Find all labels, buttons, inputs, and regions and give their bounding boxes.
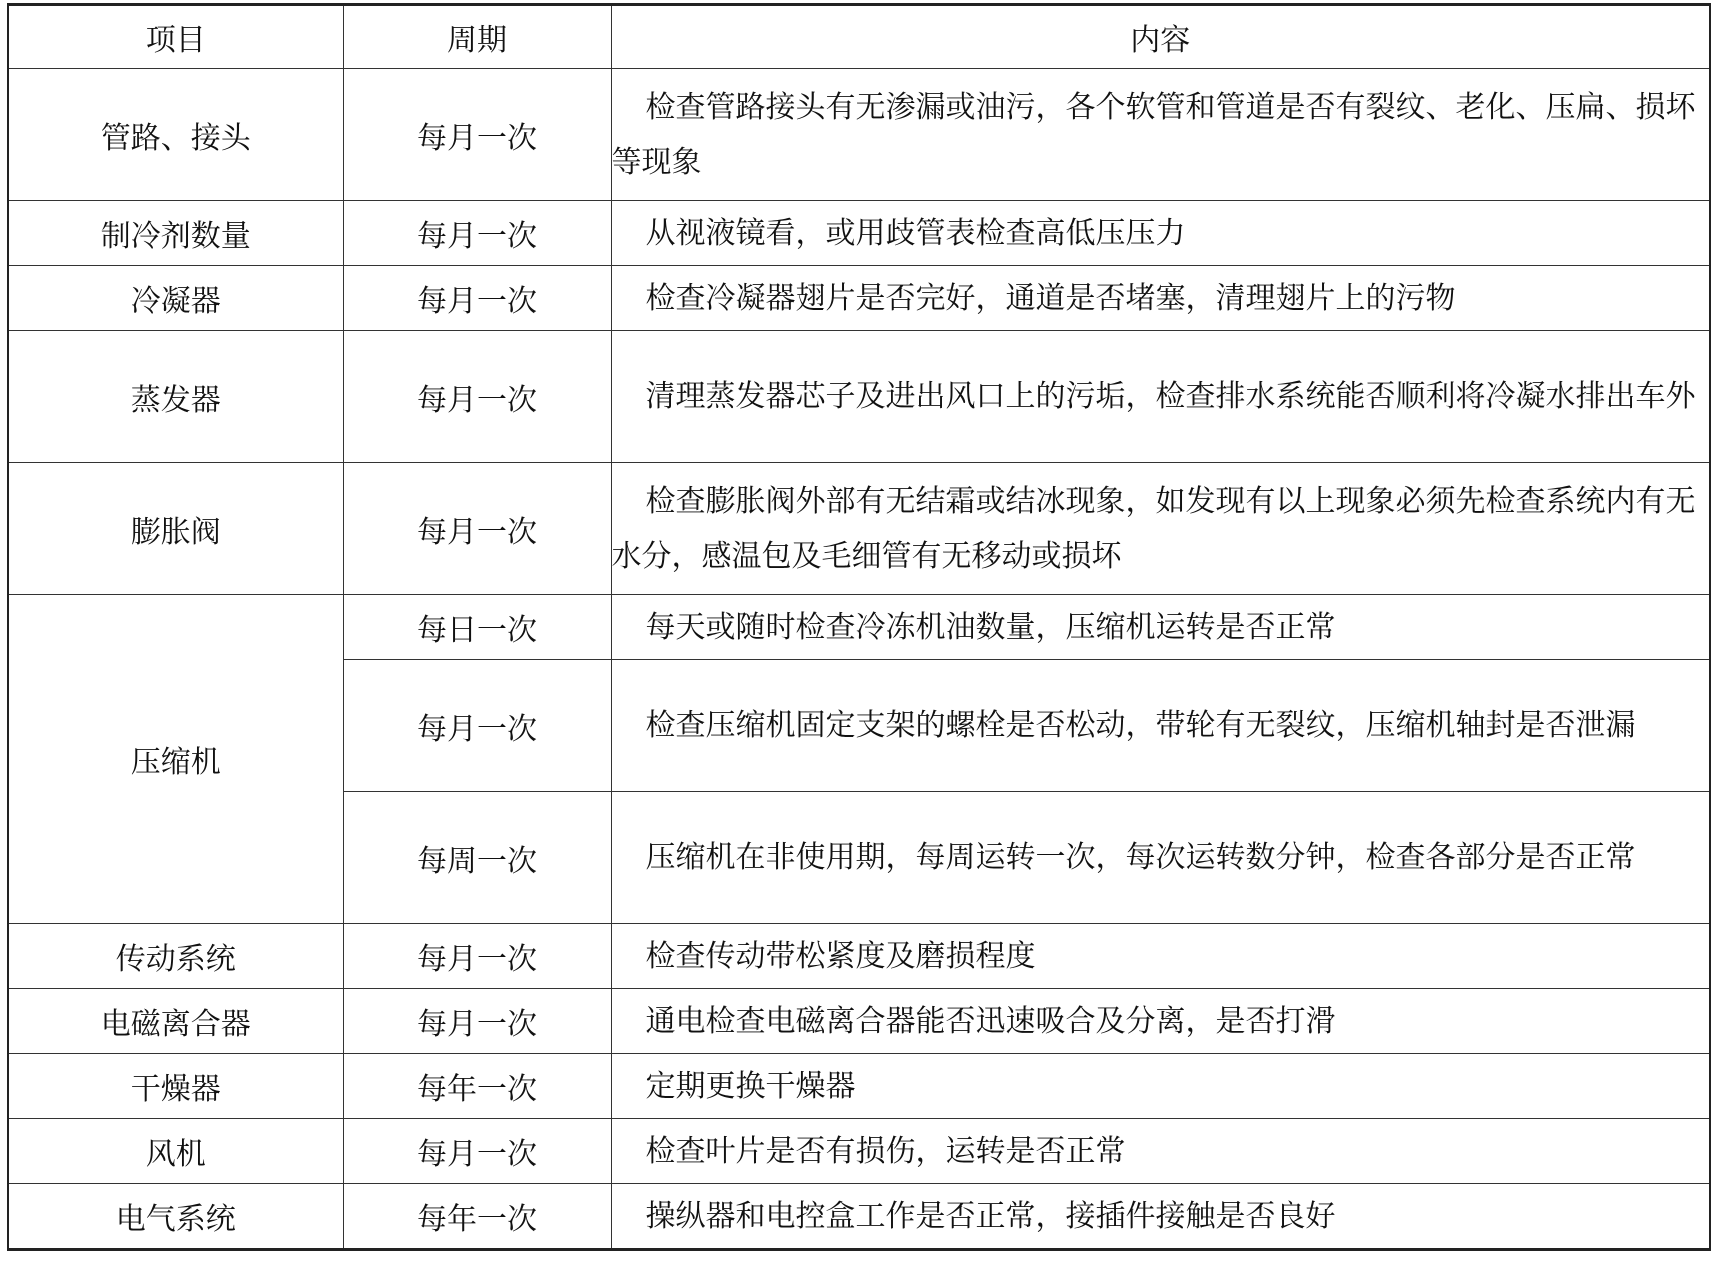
period-cell: 每日一次 [343, 595, 611, 660]
period-cell: 每年一次 [343, 1184, 611, 1250]
header-item: 项目 [8, 5, 343, 69]
content-cell: 压缩机在非使用期，每周运转一次，每次运转数分钟，检查各部分是否正常 [611, 792, 1710, 924]
content-cell: 每天或随时检查冷冻机油数量，压缩机运转是否正常 [611, 595, 1710, 660]
content-cell: 检查膨胀阀外部有无结霜或结冰现象，如发现有以上现象必须先检查系统内有无水分，感温包及毛细管有无移动或损坏 [611, 463, 1710, 595]
content-cell: 检查冷凝器翅片是否完好，通道是否堵塞，清理翅片上的污物 [611, 266, 1710, 331]
item-cell: 管路、接头 [8, 69, 343, 201]
maintenance-table [7, 3, 1711, 1251]
item-cell: 蒸发器 [8, 331, 343, 463]
period-cell: 每月一次 [343, 331, 611, 463]
period-cell: 每周一次 [343, 792, 611, 924]
period-cell: 每月一次 [343, 924, 611, 989]
item-cell: 风机 [8, 1119, 343, 1184]
table-row [8, 331, 1710, 463]
header-period: 周期 [343, 5, 611, 69]
item-cell: 冷凝器 [8, 266, 343, 331]
period-cell: 每月一次 [343, 201, 611, 266]
table-row [8, 1184, 1710, 1250]
content-cell: 定期更换干燥器 [611, 1054, 1710, 1119]
content-cell: 清理蒸发器芯子及进出风口上的污垢，检查排水系统能否顺利将冷凝水排出车外 [611, 331, 1710, 463]
content-cell: 检查管路接头有无渗漏或油污，各个软管和管道是否有裂纹、老化、压扁、损坏等现象 [611, 69, 1710, 201]
content-cell: 检查压缩机固定支架的螺栓是否松动，带轮有无裂纹，压缩机轴封是否泄漏 [611, 660, 1710, 792]
table-row [8, 69, 1710, 201]
period-cell: 每月一次 [343, 660, 611, 792]
table-row [8, 595, 1710, 660]
content-cell: 通电检查电磁离合器能否迅速吸合及分离，是否打滑 [611, 989, 1710, 1054]
table-row [8, 989, 1710, 1054]
content-cell: 从视液镜看，或用歧管表检查高低压压力 [611, 201, 1710, 266]
content-cell: 检查传动带松紧度及磨损程度 [611, 924, 1710, 989]
table-row [8, 924, 1710, 989]
table-row [8, 266, 1710, 331]
item-cell: 干燥器 [8, 1054, 343, 1119]
table-row [8, 463, 1710, 595]
period-cell: 每月一次 [343, 266, 611, 331]
period-cell: 每月一次 [343, 1119, 611, 1184]
header-row [8, 5, 1710, 69]
item-cell: 传动系统 [8, 924, 343, 989]
content-cell: 检查叶片是否有损伤，运转是否正常 [611, 1119, 1710, 1184]
item-cell: 电磁离合器 [8, 989, 343, 1054]
header-content: 内容 [611, 5, 1710, 69]
period-cell: 每月一次 [343, 989, 611, 1054]
item-cell: 膨胀阀 [8, 463, 343, 595]
content-cell: 操纵器和电控盒工作是否正常，接插件接触是否良好 [611, 1184, 1710, 1250]
item-cell: 电气系统 [8, 1184, 343, 1250]
period-cell: 每月一次 [343, 69, 611, 201]
table-row [8, 1119, 1710, 1184]
item-cell: 制冷剂数量 [8, 201, 343, 266]
item-cell: 压缩机 [8, 595, 343, 924]
table-row [8, 201, 1710, 266]
period-cell: 每年一次 [343, 1054, 611, 1119]
period-cell: 每月一次 [343, 463, 611, 595]
table-row [8, 1054, 1710, 1119]
